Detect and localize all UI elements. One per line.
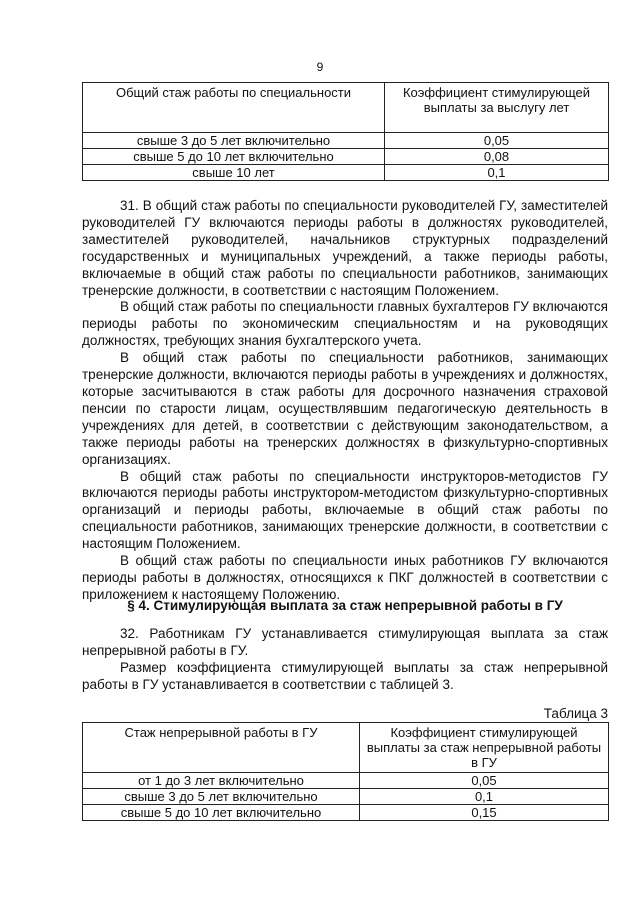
table-caption: Таблица 3 [543, 706, 608, 721]
continuous-service-coefficient-table [82, 722, 609, 821]
table-row [83, 789, 609, 805]
table1-cell: свыше 3 до 5 лет включительно [83, 133, 385, 149]
section-body [82, 198, 608, 604]
paragraph-instructors: В общий стаж работы по специальности инструкторов-методистов ГУ включаются периоды работы инструктором-методистом физкультурно-спортивных организаций и периоды работы, включаемые в общий стаж работы по специальности работников, занимающих тренерские должности, в соответствии с настоящим Положением. [82, 468, 608, 552]
table1-cell: 0,05 [385, 133, 609, 149]
paragraph-chief-accountants: В общий стаж работы по специальности главных бухгалтеров ГУ включаются периоды работы по экономическим специальностям и на руководящих должностях, требующих знания бухгалтерского учета. [82, 299, 608, 349]
table3-cell: 0,1 [360, 789, 609, 805]
table3-cell: свыше 5 до 10 лет включительно [83, 805, 360, 821]
seniority-coefficient-table [82, 82, 609, 181]
page-number: 9 [316, 60, 324, 74]
table3-cell: от 1 до 3 лет включительно [83, 773, 360, 789]
paragraph-32: 32. Работникам ГУ устанавливается стимулирующая выплата за стаж непрерывной работы в ГУ. [82, 626, 608, 658]
table-row [83, 165, 609, 181]
table3-cell: 0,15 [360, 805, 609, 821]
table-row [83, 773, 609, 789]
paragraph-coaches: В общий стаж работы по специальности работников, занимающих тренерские должности, включаются периоды работы в учреждениях и должностях, которые засчитываются в стаж работы для досрочного назначения страховой пенсии по старости лицам, осуществлявшим педагогическую деятельность в учреждениях для детей, в соответствии с действующим законодательством, а также периоды работы на тренерских должностях в физкультурно-спортивных организациях. [82, 350, 608, 467]
section-4-body [82, 626, 608, 694]
table-row [83, 149, 609, 165]
table1-cell: 0,08 [385, 149, 609, 165]
paragraph-31: 31. В общий стаж работы по специальности руководителей ГУ, заместителей руководителей ГУ включаются периоды работы в должностях руководителей, заместителей руководителей, начальников структурных подразделений государственных и муниципальных учреждений, а также периоды работы, включаемые в общий стаж работы по специальности работников, занимающих тренерские должности, в соответствии с настоящим Положением. [82, 198, 608, 298]
table3-header-coefficient: Коэффициент стимулирующей выплаты за стаж непрерывной работы в ГУ [360, 723, 609, 773]
table1-header-experience: Общий стаж работы по специальности [83, 83, 385, 133]
table-row [83, 133, 609, 149]
section-heading: § 4. Стимулирующая выплата за стаж непрерывной работы в ГУ [127, 598, 563, 613]
table1-cell: свыше 5 до 10 лет включительно [83, 149, 385, 165]
table3-cell: 0,05 [360, 773, 609, 789]
table3-cell: свыше 3 до 5 лет включительно [83, 789, 360, 805]
table-row [83, 805, 609, 821]
table3-header-experience: Стаж непрерывной работы в ГУ [83, 723, 360, 773]
paragraph-coefficient-size: Размер коэффициента стимулирующей выплаты за стаж непрерывной работы в ГУ устанавливается в соответствии с таблицей 3. [82, 659, 608, 692]
table1-cell: 0,1 [385, 165, 609, 181]
table1-header-coefficient: Коэффициент стимулирующей выплаты за выслугу лет [385, 83, 609, 133]
table1-cell: свыше 10 лет [83, 165, 385, 181]
paragraph-other-employees: В общий стаж работы по специальности иных работников ГУ включаются периоды работы в должностях, относящихся к ПКГ должностей в соответствии с приложением к настоящему Положению. [82, 553, 608, 602]
